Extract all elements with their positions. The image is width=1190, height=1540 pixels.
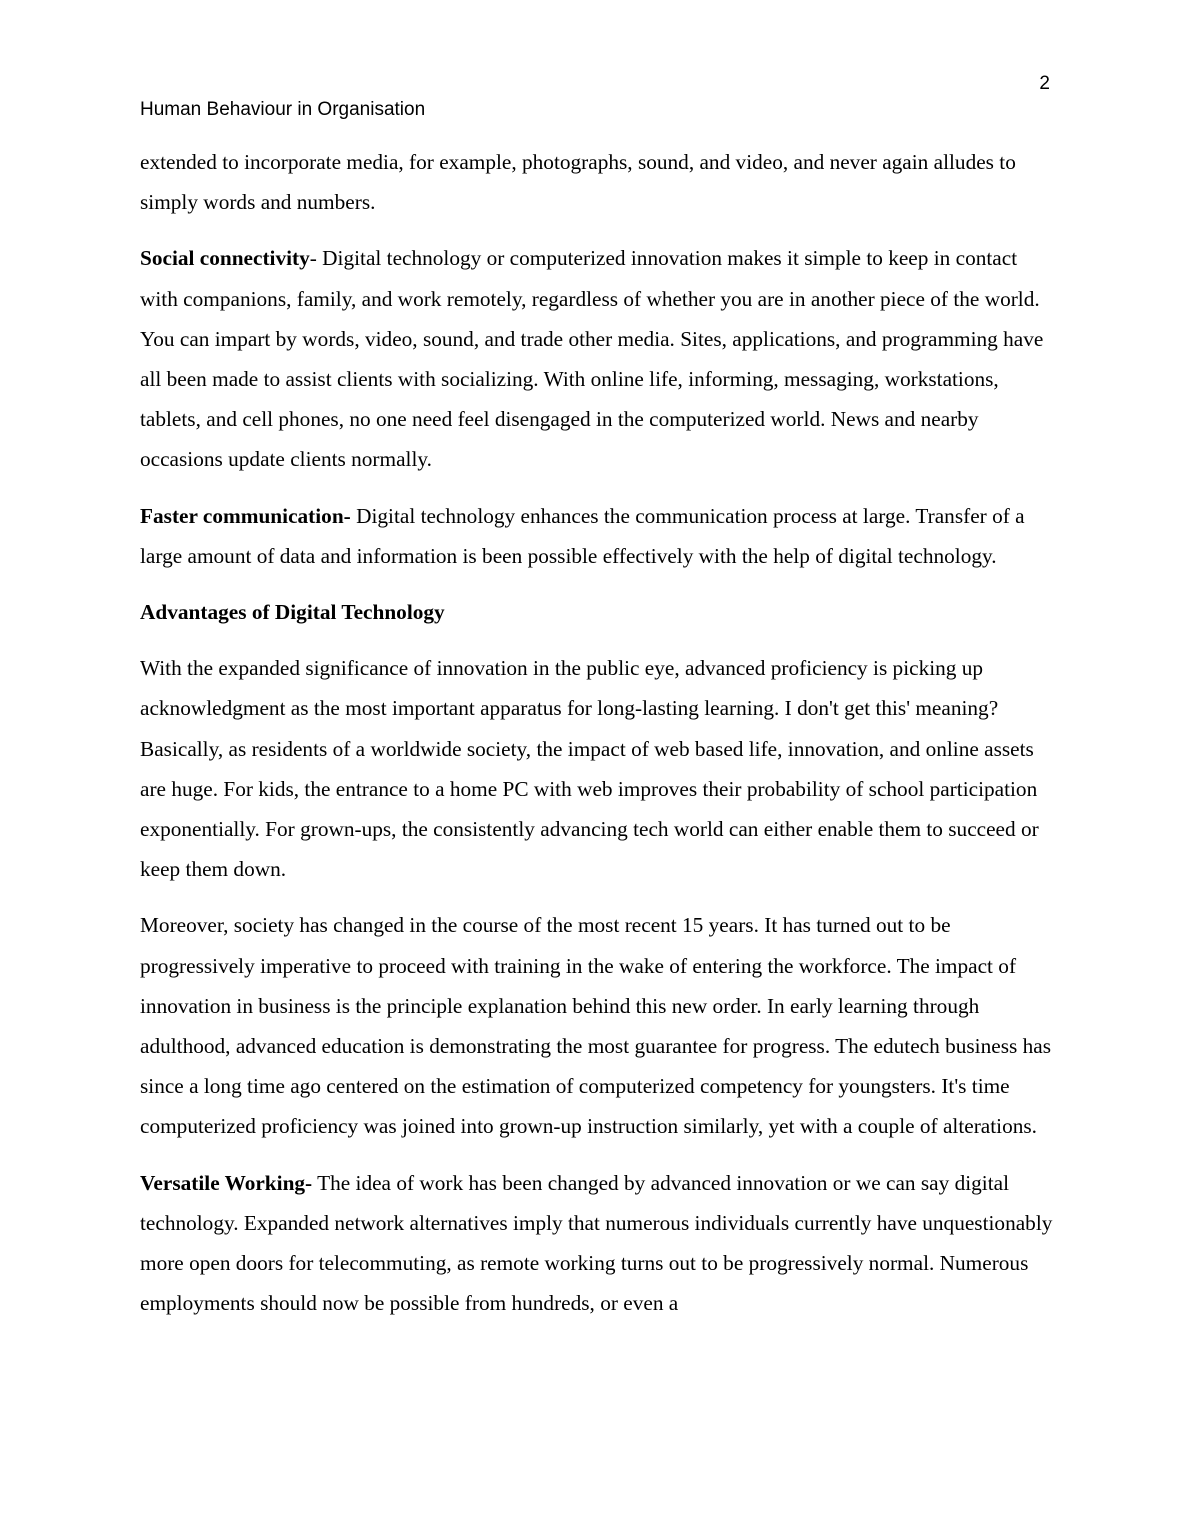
paragraph-faster-communication-text: Digital technology enhances the communication process at large. Transfer of a large amount of data and information is been possible effectively with the help of digital technology. [140,503,1025,568]
paragraph-social-connectivity [140,238,1055,479]
section-heading-advantages: Advantages of Digital Technology [140,600,445,625]
paragraph-faster-communication [140,496,1055,576]
paragraph-versatile-working [140,1163,1055,1324]
paragraph-digital-proficiency: With the expanded significance of innovation in the public eye, advanced proficiency is picking up acknowledgment as the most important apparatus for long-lasting learning. I don't get this' meaning? Basically, as residents of a worldwide society, the impact of web based life, innovation, and online assets are huge. For kids, the entrance to a home PC with web improves their probability of school participation exponentially. For grown-ups, the consistently advancing tech world can either enable them to succeed or keep them down. [140,656,1039,882]
paragraph-intro-continuation: extended to incorporate media, for example, photographs, sound, and video, and never again alludes to simply words and numbers. [140,150,1016,215]
term-versatile-working: Versatile Working- [140,1170,313,1195]
page-number: 2 [1039,73,1050,94]
term-social-connectivity: Social connectivity [140,246,310,271]
document-body [140,142,1055,1339]
paragraph-social-connectivity-text: - Digital technology or computerized innovation makes it simple to keep in contact with companions, family, and work remotely, regardless of whether you are in another piece of the world. You can impart by words, video, sound, and trade other media. Sites, applications, and programming have all been made to assist clients with socializing. With online life, informing, messaging, workstations, tablets, and cell phones, no one need feel disengaged in the computerized world. News and nearby occasions update clients normally. [140,246,1044,472]
paragraph-versatile-working-text: The idea of work has been changed by advanced innovation or we can say digital technology. Expanded network alternatives imply that numerous individuals currently have unquestionably more open doors for telecommuting, as remote working turns out to be progressively normal. Numerous employments should now be possible from hundreds, or even a [140,1170,1053,1316]
term-faster-communication: Faster communication- [140,503,351,528]
paragraph-society-changed: Moreover, society has changed in the course of the most recent 15 years. It has turned out to be progressively imperative to proceed with training in the wake of entering the workforce. The impact of innovation in business is the principle explanation behind this new order. In early learning through adulthood, advanced education is demonstrating the most guarantee for progress. The edutech business has since a long time ago centered on the estimation of computerized competency for youngsters. It's time computerized proficiency was joined into grown-up instruction similarly, yet with a couple of alterations. [140,913,1051,1139]
running-header-title: Human Behaviour in Organisation [140,99,426,120]
